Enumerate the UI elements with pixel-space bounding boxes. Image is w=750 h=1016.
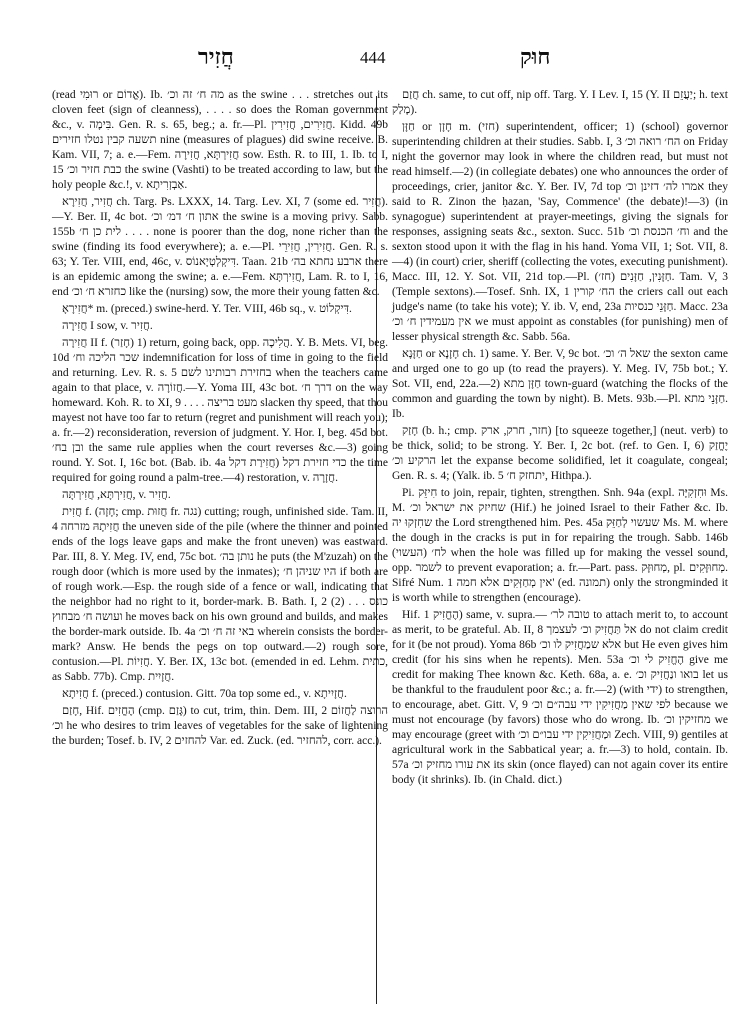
entry: (read רוּמִי or אֱדוֹם). Ib. מה ח׳ זה וכ׳ as the swine . . . stretches out its cloven feet (sign of cleanness), . . . . so does the Roman government &c., v. בִּימָה. Gen. R. s. 65, beg.; a. fr.—Pl. חֲזִירִים, חֲזִירִין. Kidd. 49b תשעה קבין נטלו חזירים nine (measures of plagues) did swine receive. B. Kam. VII, 7; a. e.—Fem. חֲזִירְתָּא, חֲזִירָה sow. Esth. R. to III, 1. Ib. to I, 15 כבת חזיר וכ׳ the swine (Vashti) to be treated according to law, but the holy people &c.!, v. אַבְזְרִיתָא. [52, 89, 389, 191]
entry: חָזַק (b. h.; cmp. חזר, חרק, ארק) [to squeeze together,] (neut. verb) to be thick, solid; to be strong. Y. Ber. I, 2c bot. (ref. to Gen. I, 6) יֶחֱזַק הרקיע וכ׳ let the expanse become solidified, let it coagulate, congeal; Gen. R. s. 4; (Yalk. ib. 5 יתחזק ח׳, Hithpa.). [392, 425, 729, 482]
page-header [0, 44, 750, 74]
entry: חֲזִיתָא f. (preced.) contusion. Gitt. 70a top some ed., v. חֲזָיִיתָא. [62, 688, 347, 700]
entry: חַזָּן or חָזָן m. (חזי) superintendent, officer; 1) (school) governor superintending children at their studies. Sabb. I, 3 הח׳ רואה וכ׳ on Friday night the governor may look in where the children read, but must not read himself.—2) (in collegiate debates) one who announces the order of proceedings, crier, janitor &c. Y. Ber. IV, 7d top אמרו לה׳ דזינן וכ׳ they said to R. Zinon the ḥazan, 'Say, Commence' (the debate)!—3) (in synagogue) superintendent at prayer-meetings, giving the signals for responses, assigning seats &c., sexton. Succ. 51b וח׳ הכנסת וכ׳ and the sexton stood upon it with the flag in his hand. Yoma VII, 1; Sot. VII, 8.—4) (in court) crier, sheriff (collecting the votes, executing punishment). Macc. III, 12. Y. Sot. VII, 21d top.—Pl. חַזָּנִין, חַזָּנִים (חז׳). Tam. V, 3 (Temple sextons).—Tosef. Snh. IX, 1 הח׳ קורין the criers call out each judge's name (to take his vote); Y. ib. V, end, 23a חַזָּנֵי כנסיות. Macc. 23a אין מעמידין ח׳ וכ׳ we must appoint as constables (for punishing) men of lesser physical strength &c. Sabb. 56a. [392, 121, 729, 343]
entry: Pi. חִיזֵּק to join, repair, tighten, strengthen. Snh. 94a (expl. וּחִזְקִיָּה Ms. M. שחיזק את ישראל וכ׳ (Hif.) he joined Israel to their Father &c. Ib. שחִזְקוּ יה the Lord strengthened him. Pes. 45a שעשוי לְחַזֵּק Ms. M. where the dough in the cracks is put in for repairing the trough. Sabb. 146b (העשוי) לח׳ when the hole was filled up for making the vessel sound, opp. לשמר to prevent evaporation; a. fr.—Part. pass. מְחוּזָּק, pl. מְחוּזָּקִים. Sifré Num. 1 אין מְחַזְּקִים אלא חמה' (ed. תמונה) only the strongminded it is worth while to strengthen (encourage). [392, 487, 729, 604]
page-number: 444 [360, 48, 386, 67]
entry: Hif. הֶחֱזִיק 1) same, v. supra.— טובה לר׳ to attach merit to, to account as merit, to be grateful. Ab. II, 8 אל תַּחֲזִיק וכ׳ לעצמך do not claim credit for it (be not proud). Yoma 86b אלא שמַחֲזִיק לו וכ׳ but He even gives him credit (for his sins when he repents). Men. 53a הֶחֱזִיק לי וכ׳ give me credit for making Thee known &c. Keth. 68a, a. e. בואו ונַחֲזִיק וכ׳ let us be thankful to the fraudulent poor &c.; a. fr.—2) (with ידי) to strengthen, to encourage, abet. Gitt. V, 9 לפי שאין מַחֲזִיקִין ידי עבה״ם וכ׳ because we must not encourage (by favors) those who do wrong. Ib. מחזיקין וכ׳ we may encourage (greet with וּמַחֲזִיקִין ידי עבו״ם וכ׳ Zech. VIII, 9) gentiles at agricultural work in the Sabbatical year; a. fr.—3) to hold, contain. Ib. 57a את עורו מחזיק וכ׳ its skin (once flayed) can not again cover its entire body (it shrinks). Ib. (in Chald. dict.) [392, 609, 728, 786]
left-guide-word: חֲזִיר [198, 44, 234, 70]
left-column [52, 88, 388, 751]
right-column [392, 88, 728, 790]
entry: חֲזִירְתָּא, חֲזִירְתָּה, v. חֲזִיר. [62, 489, 171, 501]
entry: חֲזַם ch. same, to cut off, nip off. Targ. Y. I Lev. I, 15 (Y. II יַעֲזֵם; h. text מָלַק). [392, 89, 728, 116]
entry: חֲזִירָה I sow, v. חֲזִיר. [62, 320, 153, 332]
entry: חֲזִירָה II f. (חָזַר) 1) return, going back, opp. הֲלִיכָה. Y. B. Mets. VI, beg. 10d שכר הליכה וח׳ indemnification for loss of time in going to the field and returning. Lev. R. s. 5 בחזירת רבותינו לשם when the teachers came again to that place, v. חֲזוֹרָה.—Y. Yoma III, 43c bot. דרך ח׳ on the way homeward. Koh. R. to XI, 9 . . . . מעט בריצה slacken thy speed, that thou mayest not have too far to return (regret and punishment will reach you); a. fr.—2) reconsideration, reversion of judgment. Y. Hor. I, beg. 45d bot. ובן בח׳ the same rule applies when the court reverses &c.—3) going round. Y. Sot. I, 16c bot. (Bab. ib. 4a חֲזִירַת דקל) כדי חזירת דקל the time required for going round a palm-tree.—4) restoration, v. חֲזָרָה. [52, 337, 389, 484]
entry: חֲזִירָאָ* m. (preced.) swine-herd. Y. Ter. VIII, 46b sq., v. דִּיקְלוֹט. [62, 303, 352, 315]
entry: חֲזִיר, חֲזִירָא ch. Targ. Ps. LXXX, 14. Targ. Lev. XI, 7 (some ed. חֲזִיר).—Y. Ber. II, 4c bot. אתון ח׳ דמ׳ וכ׳ the swine is a moving privy. Sabb. 155b לית כן ח׳ . . . . none is poorer than the dog, none richer than the swine (finding its food everywhere); a. e.—Pl. חֲזִירִין, חֲזִירֵי. Gen. R. s. 63; Y. Ter. VIII, end, 46c, v. דִּיקְלְטְיָאנוֹס. Taan. 21b ארבע נחתא בה׳ there is an epidemic among the swine; a. e.—Fem. חֲזִירְתָּא, Lam. R. to I, 16, end כחזרא ח׳ וכ׳ like the (nursing) sow, the more their young fatten &c. [52, 196, 389, 298]
entry: חָזַם, Hif. הֶחֱזִים (cmp. גָּזַם) to cut, trim, thin. Dem. III, 2 הרוצה לַחֲזוֹם וכ׳ he who desires to trim leaves of vegetables for the sake of lightening the burden; Tosef. b. IV, 2 להחזים Var. ed. Zuck. (ed. להחזיר, corr. acc.). [52, 705, 388, 747]
right-guide-word: חוּק [520, 44, 551, 70]
entry: חֲזִית f. (חָזָה; cmp. חֲזוּת fr. נגה) cutting; rough, unfinished side. Tam. II, 4 חֲזִיתָהּ מזרחה the uneven side of the pile (where the thinner and pointed ends of the logs leave gaps and make the front uneven) was eastward. Par. III, 8. Y. Meg. IV, end, 75c bot. נותן בה׳ he puts (the M'zuzah) on the rough door (which is more used by the inmates); היו שניהן ח׳ if both are of rough work.—Esp. the rough side of a fence or wall, indicating that the neighbor had no right to it, border-mark. B. Bath. I, 2 (2) כונס . . . ועושה ח׳ מבחוץ he moves back on his own ground and builds, and makes the border-mark outside. Ib. 4a באי זה ח׳ וכ׳ wherein consists the border-mark? Answ. He bends the pegs on top outward.—2) rough sore, contusion.—Pl. חֲזִיוֹת. Y. Ber. IX, 13c bot. (emended in ed. Lehm. כתית, as Sabb. 77b). Cmp. חֲזָיִית. [52, 506, 389, 683]
entry: חַזָּנָא or חָזָנָא ch. 1) same. Y. Ber. V, 9c bot. שאל ה׳ וכ׳ the sexton came and urged one to go up (to read the prayers). Y. Meg. IV, 75b bot.; Y. Sot. VII, end, 22a.—2) חַזָּן מתא town-guard (watching the flocks of the common and guarding the town by night). B. Mets. 93b.—Pl. חַזָּנֵי מתא. Ib. [392, 348, 728, 420]
